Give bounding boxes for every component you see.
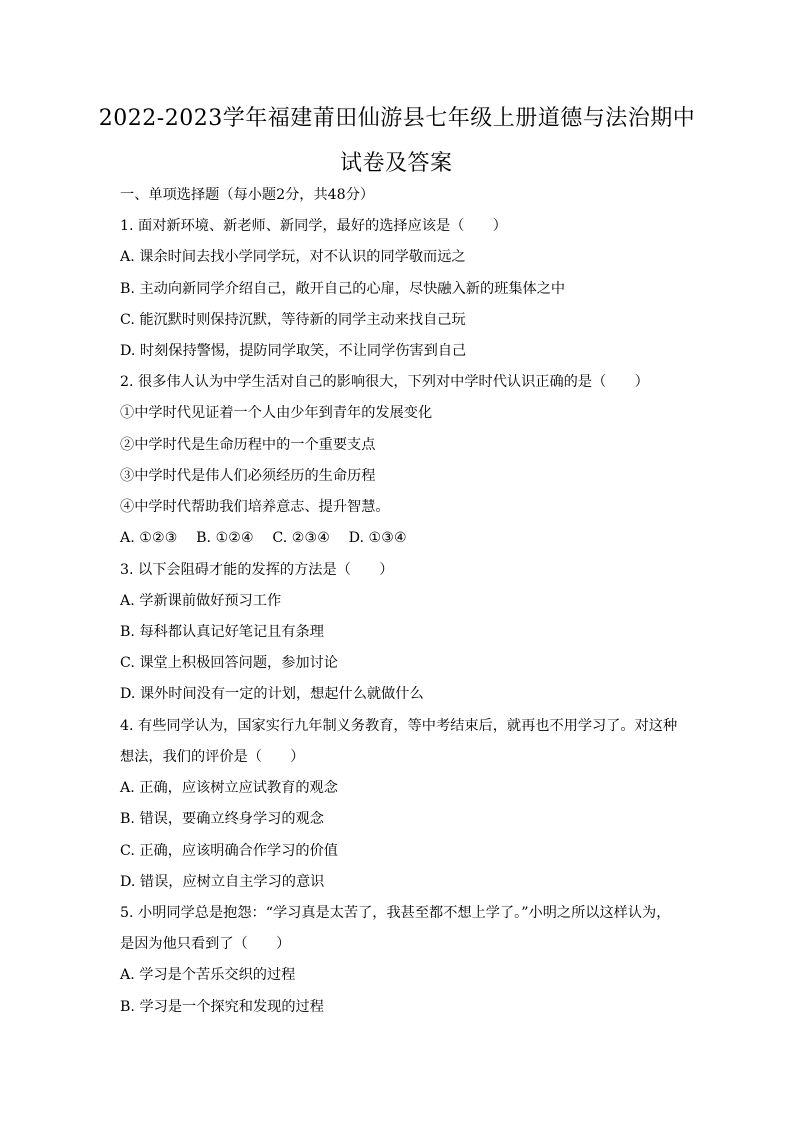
question-2-statement-1: ①中学时代见证着一个人由少年到青年的发展变化	[120, 405, 433, 421]
question-3-option-a: A. 学新课前做好预习工作	[120, 593, 282, 609]
question-5-option-b: B. 学习是一个探究和发现的过程	[120, 999, 324, 1015]
question-1-option-d: D. 时刻保持警惕，提防同学取笑，不让同学伤害到自己	[120, 343, 467, 359]
question-2-statement-3: ③中学时代是伟人们必须经历的生命历程	[120, 468, 376, 484]
question-4-option-a: A. 正确，应该树立应试教育的观念	[120, 780, 338, 796]
question-1-option-a: A. 课余时间去找小学同学玩，对不认识的同学敬而远之	[120, 249, 466, 265]
document-title-line-2: 试卷及答案	[340, 151, 453, 176]
question-1-option-c: C. 能沉默时则保持沉默，等待新的同学主动来找自己玩	[120, 312, 466, 328]
section-heading: 一、单项选择题（每小题2分，共48分）	[120, 187, 375, 203]
question-5-continued: 是因为他只看到了（ ）	[120, 936, 291, 952]
question-4-option-c: C. 正确，应该明确合作学习的价值	[120, 843, 338, 859]
question-5-option-a: A. 学习是个苦乐交织的过程	[120, 967, 296, 983]
question-2-statement-2: ②中学时代是生命历程中的一个重要支点	[120, 437, 376, 453]
question-2: 2. 很多伟人认为中学生活对自己的影响很大，下列对中学时代认识正确的是（ ）	[120, 374, 649, 390]
question-4-continued: 想法，我们的评价是（ ）	[120, 749, 305, 765]
question-5: 5. 小明同学总是抱怨：“学习真是太苦了，我甚至都不想上学了。”小明之所以这样认为，	[120, 905, 671, 921]
question-2-statement-4: ④中学时代帮助我们培养意志、提升智慧。	[120, 499, 390, 515]
question-3-option-b: B. 每科都认真记好笔记且有条理	[120, 624, 324, 640]
question-2-options: A. ①②③ B. ①②④ C. ②③④ D. ①③④	[120, 530, 407, 546]
question-4-option-d: D. 错误，应树立自主学习的意识	[120, 874, 325, 890]
question-3-option-d: D. 课外时间没有一定的计划，想起什么就做什么	[120, 686, 424, 702]
question-1-option-b: B. 主动向新同学介绍自己，敞开自己的心扉，尽快融入新的班集体之中	[120, 281, 566, 297]
question-1: 1. 面对新环境、新老师、新同学，最好的选择应该是（ ）	[120, 218, 507, 234]
question-3: 3. 以下会阻碍才能的发挥的方法是（ ）	[120, 562, 394, 578]
document-title-line-1: 2022-2023学年福建莆田仙游县七年级上册道德与法治期中	[98, 106, 696, 131]
question-4-option-b: B. 错误，要确立终身学习的观念	[120, 811, 324, 827]
question-3-option-c: C. 课堂上积极回答问题，参加讨论	[120, 655, 338, 671]
question-4: 4. 有些同学认为，国家实行九年制义务教育，等中考结束后，就再也不用学习了。对这种	[120, 718, 678, 734]
